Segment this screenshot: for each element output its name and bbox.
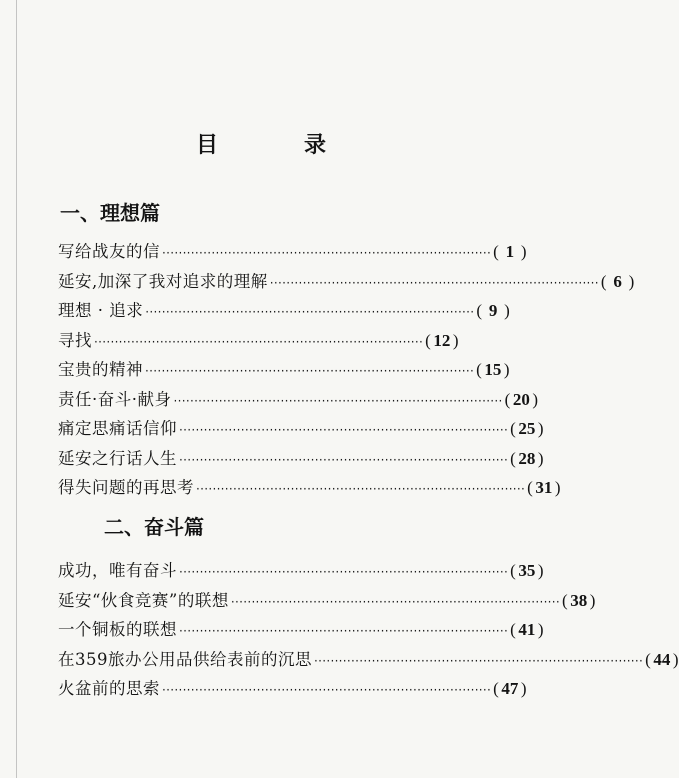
section-heading-ideals: 一、理想篇: [60, 201, 160, 225]
dot-leader: ················································································: [173, 393, 503, 408]
toc-entry-title: 延安,加深了我对追求的理解: [58, 271, 268, 291]
dot-leader: ················································································: [179, 565, 509, 579]
toc-entry[interactable]: [58, 296, 510, 326]
toc-entry[interactable]: [58, 473, 561, 503]
page-number: 47: [501, 679, 519, 698]
toc-entry-page: ( 31 ): [527, 473, 560, 503]
toc-entry[interactable]: [58, 385, 538, 415]
toc-entry-page: ( 20 ): [505, 385, 538, 415]
toc-entry-page: ( 12 ): [425, 326, 458, 356]
page-spine-line: [16, 0, 17, 778]
toc-entry-page: ( 38 ): [562, 586, 595, 616]
page-number: 28: [518, 448, 536, 468]
toc-entry-title: 得失问题的再思考: [58, 478, 194, 497]
page-number: 12: [433, 330, 451, 350]
page-title: [196, 128, 326, 159]
toc-entry-page: ( 25 ): [510, 414, 543, 444]
page-number: 31: [535, 478, 553, 497]
toc-entry[interactable]: [58, 355, 510, 385]
toc-entry[interactable]: [58, 237, 527, 267]
dot-leader: ················································································: [162, 683, 492, 697]
toc-entry[interactable]: [58, 615, 544, 645]
page-number: 25: [518, 419, 536, 438]
toc-entry[interactable]: [58, 586, 596, 616]
toc-entry-page: ( 1 ): [493, 237, 526, 267]
dot-leader: ················································································: [162, 246, 492, 260]
page-number: 1: [505, 242, 515, 261]
toc-entry-title: 写给战友的信: [58, 242, 160, 261]
toc-entry-title: 宝贵的精神: [58, 360, 143, 379]
toc-entry[interactable]: [58, 674, 527, 704]
dot-leader: ················································································: [314, 653, 644, 668]
toc-entry-title: 成功，唯有奋斗: [58, 561, 177, 580]
toc-list-ideals: [58, 237, 635, 503]
toc-entry-title: 理想 · 追求: [58, 301, 144, 320]
toc-entry-title: 延安之行话人生: [58, 448, 177, 468]
toc-entry-title: 一个铜板的联想: [58, 620, 177, 639]
toc-entry[interactable]: [58, 444, 544, 474]
dot-leader: ················································································: [179, 452, 509, 467]
dot-leader: ················································································: [179, 624, 509, 638]
dot-leader: ················································································: [145, 305, 475, 319]
toc-entry-title: 责任·奋斗·献身: [58, 389, 172, 409]
dot-leader: ················································································: [94, 334, 424, 349]
toc-entry-page: ( 35 ): [510, 556, 543, 586]
toc-entry[interactable]: [58, 414, 544, 444]
toc-entry-title: 寻找: [58, 330, 92, 350]
page-number: 41: [518, 620, 536, 639]
dot-leader: ················································································: [230, 594, 561, 609]
toc-entry-page: ( 9 ): [476, 296, 509, 326]
toc-entry-title: 火盆前的思索: [58, 679, 160, 698]
page-title-char-right: 录: [303, 132, 326, 158]
toc-entry[interactable]: [58, 267, 635, 297]
toc-entry-title: 延安“伙食竞赛”的联想: [58, 590, 229, 610]
toc-list-struggle: [58, 556, 679, 704]
page-number: 15: [484, 360, 502, 379]
page-title-char-left: 目: [196, 132, 219, 158]
dot-leader: ················································································: [269, 275, 599, 290]
toc-entry-page: ( 44 ): [645, 645, 678, 675]
toc-entry[interactable]: [58, 326, 459, 356]
page-number: 38: [570, 590, 588, 610]
page-number: 44: [653, 649, 671, 669]
toc-entry-page: ( 41 ): [510, 615, 543, 645]
section-heading-struggle: 二、奋斗篇: [104, 515, 204, 539]
toc-entry-title: 在359旅办公用品供给表前的沉思: [58, 649, 312, 669]
toc-entry-page: ( 15 ): [476, 355, 509, 385]
toc-entry-page: ( 6 ): [601, 267, 634, 297]
dot-leader: ················································································: [179, 423, 509, 437]
page-number: 9: [488, 301, 498, 320]
dot-leader: ················································································: [145, 364, 475, 378]
toc-entry[interactable]: [58, 645, 679, 675]
page-number: 20: [512, 389, 530, 409]
toc-entry-page: ( 47 ): [493, 674, 526, 704]
page-number: 6: [613, 271, 622, 291]
toc-entry[interactable]: [58, 556, 544, 586]
toc-entry-page: ( 28 ): [510, 444, 543, 474]
toc-entry-title: 痛定思痛话信仰: [58, 419, 177, 438]
dot-leader: ················································································: [196, 482, 526, 496]
page-number: 35: [518, 561, 536, 580]
